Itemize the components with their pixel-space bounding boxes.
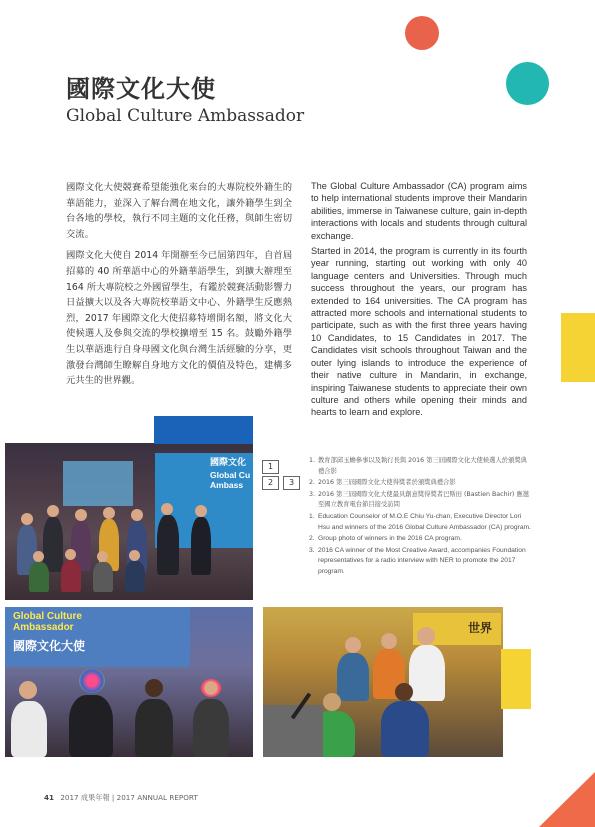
person bbox=[323, 693, 341, 711]
person bbox=[79, 669, 105, 693]
person bbox=[161, 503, 173, 515]
person bbox=[381, 633, 397, 649]
decor-red-circle bbox=[405, 16, 439, 50]
person bbox=[103, 507, 115, 519]
photo-winners-group bbox=[5, 607, 253, 757]
person bbox=[193, 699, 229, 757]
photo-award-ceremony bbox=[5, 443, 253, 600]
person bbox=[157, 515, 179, 575]
person bbox=[29, 562, 49, 592]
caption-en-1: 1. Education Counselor of M.O.E Chiu Yu-chan, Executive Director Lori Hsu and winners of the 2016 Global Culture Ambassador (CA) program. bbox=[309, 512, 531, 531]
person bbox=[337, 653, 369, 701]
decor-yellow-bar bbox=[561, 313, 595, 382]
decor-blue-bar bbox=[154, 416, 253, 444]
person bbox=[129, 550, 140, 561]
photo-index-1: 1 bbox=[262, 460, 279, 474]
person bbox=[125, 561, 145, 592]
person bbox=[65, 549, 76, 560]
page-title-en: Global Culture Ambassador bbox=[66, 106, 305, 126]
banner-text: 世界 bbox=[468, 621, 493, 635]
photo-radio-interview bbox=[263, 607, 503, 757]
person bbox=[61, 560, 81, 592]
caption-zh-3: 3. 2016 第三屆國際文化大使最具創意獎得獎者巴斯田 (Bastien Bachir) 應邀至國立教育電台節目接受訪問 bbox=[309, 490, 529, 509]
screen-text-en: Global Cu Ambass bbox=[210, 470, 251, 490]
person bbox=[191, 517, 211, 575]
decor-teal-circle bbox=[506, 62, 549, 105]
caption-en-3: 3. 2016 CA winner of the Most Creative Award, accompanies Foundation representatives for a radio interview with NER to promote the 2017 program. bbox=[309, 546, 526, 575]
person bbox=[409, 645, 445, 701]
person bbox=[381, 701, 429, 757]
page-footer bbox=[44, 793, 198, 803]
person bbox=[21, 513, 33, 525]
paragraph-zh-2: 國際文化大使自 2014 年開辦至今已屆第四年，自首屆招募的 40 所華語中心的外籍華語學生，到擴大辦理至 164 所大專院校之外國留學生，有鑑於競賽活動影響力日益擴大以及各大專院校華語文中心、外籍學生反應熱烈，2017 年國際文化大使招募特增開名額，將文化大使候選人及參與交流的學校擴增至 15 名。鼓勵外籍學生以華語進行自身母國文化與台灣生活經驗的分享，更激發台灣師生瞭解自身地方文化的價值及特色，建構多元共生的世界觀。 bbox=[66, 250, 292, 387]
page-number: 41 bbox=[44, 793, 55, 802]
screen-text-en: Global Culture Ambassador bbox=[13, 611, 82, 633]
screen-text-zh: 國際文化大使 bbox=[13, 639, 86, 653]
paragraph-en-2: Started in 2014, the program is currently in its fourth year running, starting out working with only 40 language centers and Universities. Through much success throughout the years, our program has extended to 164 universities. The CA program has attracted more schools and international students to participate, such as with the first three years having 10 Candidates, to 15 Candidates in 2017. The Candidates visit schools throughout Taiwan and the outer lying islands to introduce the experience of their native culture in Mandarin, in exchange, inspiring Taiwanese students to appreciate their own culture and others while opening their minds and hearts to learn and explore. bbox=[311, 246, 527, 418]
caption-zh-2: 2. 2016 第三屆國際文化大使得獎者於頒獎典禮合影 bbox=[309, 479, 456, 487]
person bbox=[33, 551, 44, 562]
person bbox=[145, 679, 163, 697]
page-title-zh: 國際文化大使 bbox=[66, 74, 216, 103]
person bbox=[11, 701, 47, 757]
footer-text: 2017 成果年報 | 2017 ANNUAL REPORT bbox=[60, 793, 198, 802]
caption-en-2: 2. Group photo of winners in the 2016 CA program. bbox=[309, 535, 462, 543]
paragraph-zh-1: 國際文化大使競賽希望能強化來台的大專院校外籍生的華語能力，並深入了解台灣在地文化，讓外籍學生到全台各地的學校，執行不同主題的文化任務，與師生密切交流。 bbox=[66, 182, 292, 240]
person bbox=[47, 505, 59, 517]
person bbox=[69, 695, 113, 757]
person bbox=[131, 509, 143, 521]
photo-index-2: 2 bbox=[262, 476, 279, 490]
screen-text-zh: 國際文化 bbox=[210, 457, 247, 467]
person bbox=[417, 627, 435, 645]
body-text-en bbox=[311, 180, 527, 422]
person bbox=[195, 505, 207, 517]
person bbox=[201, 679, 221, 697]
person bbox=[19, 681, 37, 699]
person bbox=[75, 509, 87, 521]
person bbox=[93, 562, 113, 592]
photo-captions bbox=[309, 456, 531, 579]
caption-zh-1: 1. 教育部邱玉蟾參事以及執行長與 2016 第三屆國際文化大使候選人於頒獎典禮合影 bbox=[309, 457, 527, 475]
person bbox=[395, 683, 413, 701]
body-text-zh bbox=[66, 180, 292, 395]
person bbox=[345, 637, 361, 653]
photo-index-3: 3 bbox=[283, 476, 300, 490]
paragraph-en-1: The Global Culture Ambassador (CA) program aims to help international students improve their Mandarin abilities, immerse in Taiwanese culture, gain in-depth interactions with locals and students through cultural exchange. bbox=[311, 181, 527, 241]
person bbox=[97, 551, 108, 562]
poster-board bbox=[63, 461, 133, 506]
decor-orange-triangle bbox=[539, 772, 595, 827]
person bbox=[135, 699, 173, 757]
decor-yellow-bar-photo bbox=[501, 649, 531, 709]
